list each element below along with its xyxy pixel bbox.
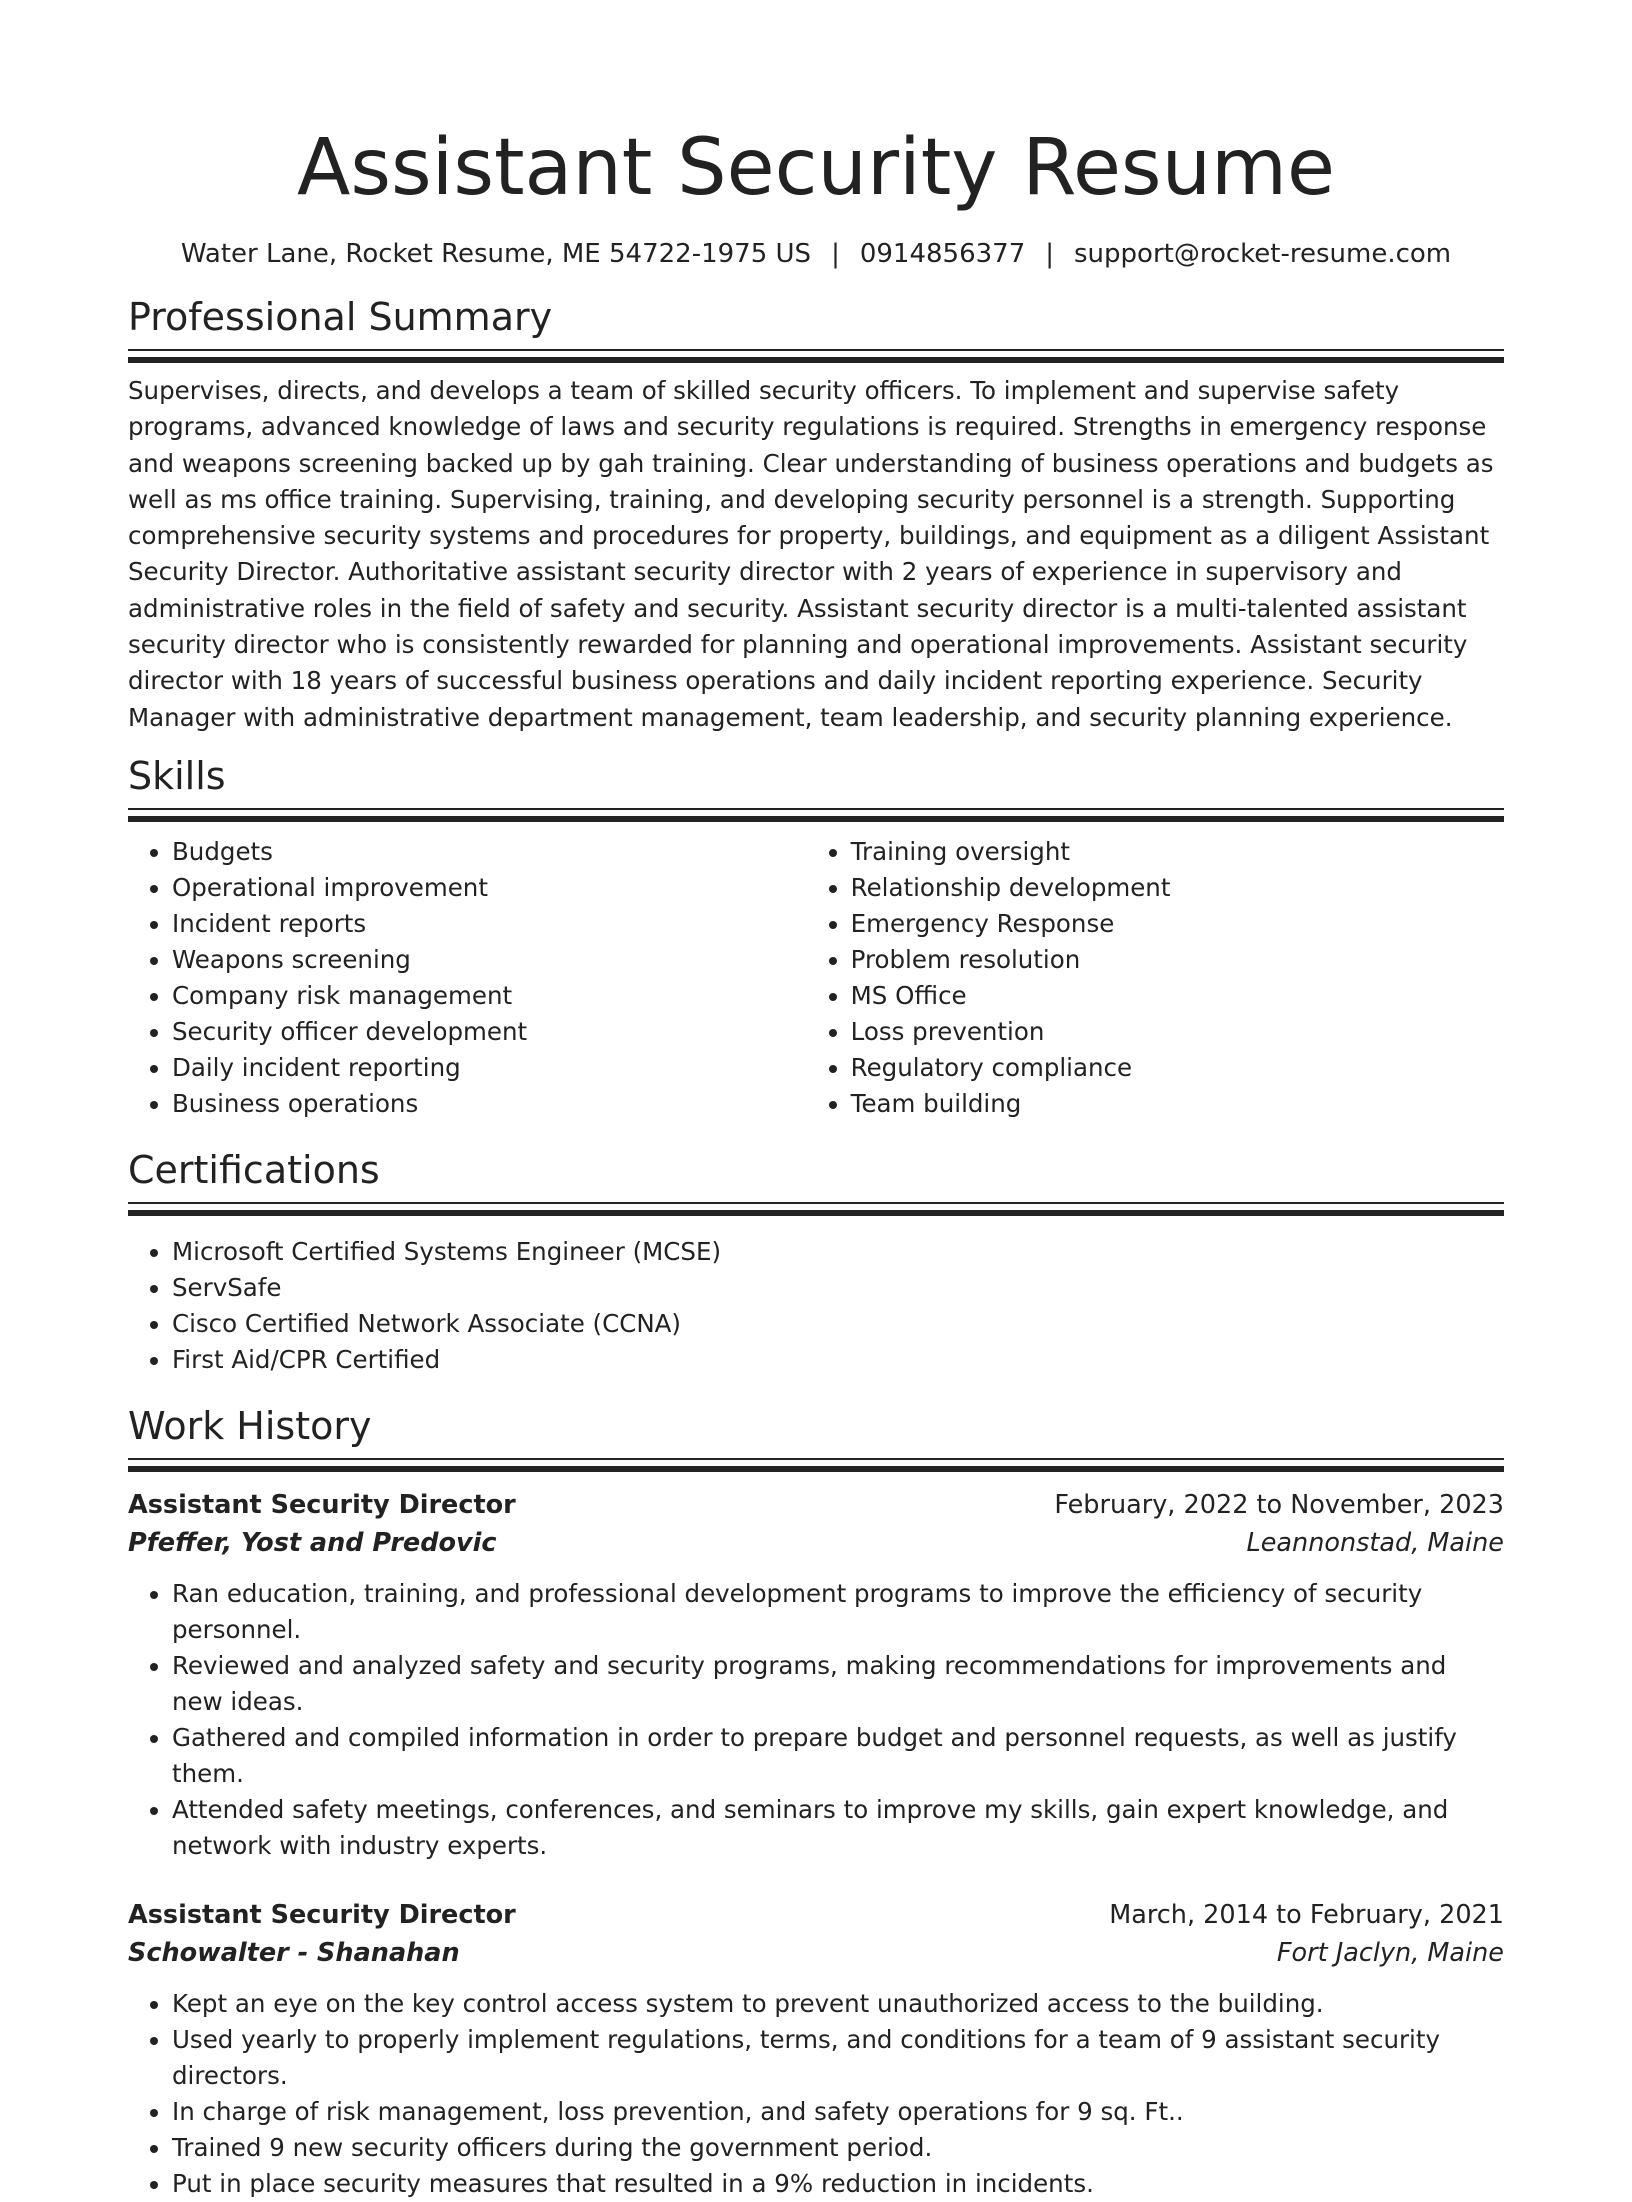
job-company: Pfeffer, Yost and Predovic	[128, 1527, 497, 1558]
list-item: • Problem resolution	[851, 942, 1504, 978]
work-history-section	[128, 1402, 1504, 2202]
list-item: • Business operations	[172, 1086, 807, 1122]
job-dates: March, 2014 to February, 2021	[1109, 1899, 1504, 1930]
job-entry	[128, 1896, 1504, 2202]
job-entry	[128, 1486, 1504, 1864]
contact-separator: |	[1045, 239, 1055, 269]
list-item: • Microsoft Certified Systems Engineer (MCSE)	[172, 1234, 1504, 1270]
list-item: • First Aid/CPR Certified	[172, 1342, 1504, 1378]
contact-line	[128, 236, 1504, 272]
certifications-list	[128, 1234, 1504, 1378]
contact-phone: 0914856377	[859, 239, 1026, 269]
list-item: • Cisco Certified Network Associate (CCNA)	[172, 1306, 1504, 1342]
list-item: • Daily incident reporting	[172, 1050, 807, 1086]
list-item: • Kept an eye on the key control access system to prevent unauthorized access to the building.	[172, 1986, 1504, 2022]
section-heading-skills: Skills	[128, 753, 226, 798]
job-location: Fort Jaclyn, Maine	[1276, 1937, 1504, 1968]
list-item: • In charge of risk management, loss prevention, and safety operations for 9 sq. Ft..	[172, 2094, 1504, 2130]
job-title: Assistant Security Director	[128, 1489, 516, 1520]
skills-list-right	[807, 834, 1504, 1122]
job-bullets	[128, 1576, 1504, 1864]
list-item: • Trained 9 new security officers during the government period.	[172, 2130, 1504, 2166]
certifications-section	[128, 1146, 1504, 1378]
summary-paragraph: Supervises, directs, and develops a team of skilled security officers. To implement and supervise safety programs, advanced knowledge of laws and security regulations is required. Strengths in emergency response and weapons screening backed up by gah training. Clear understanding of business operations and budgets as well as ms office training. Supervising, training, and developing security personnel is a strength. Supporting comprehensive security systems and procedures for property, buildings, and equipment as a diligent Assistant Security Director. Authoritative assistant security director with 2 years of experience in supervisory and administrative roles in the field of safety and security. Assistant security director is a multi-talented assistant security director who is consistently rewarded for planning and operational improvements. Assistant security director with 18 years of successful business operations and daily incident reporting experience. Security Manager with administrative department management, team leadership, and security planning experience.	[128, 376, 1494, 732]
skills-list-left	[128, 834, 807, 1122]
resume-title: Assistant Security Resume	[297, 123, 1335, 213]
list-item: • Company risk management	[172, 978, 807, 1014]
section-divider	[128, 808, 1504, 822]
list-item: • Loss prevention	[851, 1014, 1504, 1050]
skills-columns	[128, 834, 1504, 1122]
list-item: • Relationship development	[851, 870, 1504, 906]
list-item: • Gathered and compiled information in order to prepare budget and personnel requests, as well as justify them.	[172, 1720, 1504, 1792]
list-item: • MS Office	[851, 978, 1504, 1014]
job-company-row	[128, 1934, 1504, 1972]
list-item: • Emergency Response	[851, 906, 1504, 942]
job-header-row	[128, 1896, 1504, 1934]
list-item: • ServSafe	[172, 1270, 1504, 1306]
list-item: • Training oversight	[851, 834, 1504, 870]
job-company-row	[128, 1524, 1504, 1562]
list-item: • Incident reports	[172, 906, 807, 942]
section-heading-work-history: Work History	[128, 1403, 372, 1448]
list-item: • Regulatory compliance	[851, 1050, 1504, 1086]
section-divider	[128, 1458, 1504, 1472]
summary-section	[128, 293, 1504, 736]
section-divider	[128, 1202, 1504, 1216]
list-item: • Used yearly to properly implement regulations, terms, and conditions for a team of 9 assistant security directors.	[172, 2022, 1504, 2094]
contact-separator: |	[831, 239, 840, 269]
list-item: • Budgets	[172, 834, 807, 870]
job-location: Leannonstad, Maine	[1246, 1527, 1504, 1558]
resume-page	[128, 0, 1504, 2202]
job-dates: February, 2022 to November, 2023	[1054, 1489, 1504, 1520]
list-item: • Put in place security measures that resulted in a 9% reduction in incidents.	[172, 2166, 1504, 2202]
list-item: • Weapons screening	[172, 942, 807, 978]
list-item: • Operational improvement	[172, 870, 807, 906]
section-divider	[128, 349, 1504, 363]
job-header-row	[128, 1486, 1504, 1524]
list-item: • Team building	[851, 1086, 1504, 1122]
contact-email: support@rocket-resume.com	[1074, 239, 1452, 269]
section-heading-summary: Professional Summary	[128, 295, 553, 339]
list-item: • Reviewed and analyzed safety and security programs, making recommendations for improvements and new ideas.	[172, 1648, 1504, 1720]
job-bullets	[128, 1986, 1504, 2202]
section-heading-certifications: Certifications	[128, 1147, 380, 1192]
list-item: • Attended safety meetings, conferences, and seminars to improve my skills, gain expert knowledge, and network with industry experts.	[172, 1792, 1504, 1864]
list-item: • Ran education, training, and professional development programs to improve the efficiency of security personnel.	[172, 1576, 1504, 1648]
contact-address: Water Lane, Rocket Resume, ME 54722-1975 US	[180, 239, 812, 269]
job-title: Assistant Security Director	[128, 1899, 516, 1930]
list-item: • Security officer development	[172, 1014, 807, 1050]
job-company: Schowalter - Shanahan	[128, 1937, 460, 1968]
skills-section	[128, 752, 1504, 1122]
